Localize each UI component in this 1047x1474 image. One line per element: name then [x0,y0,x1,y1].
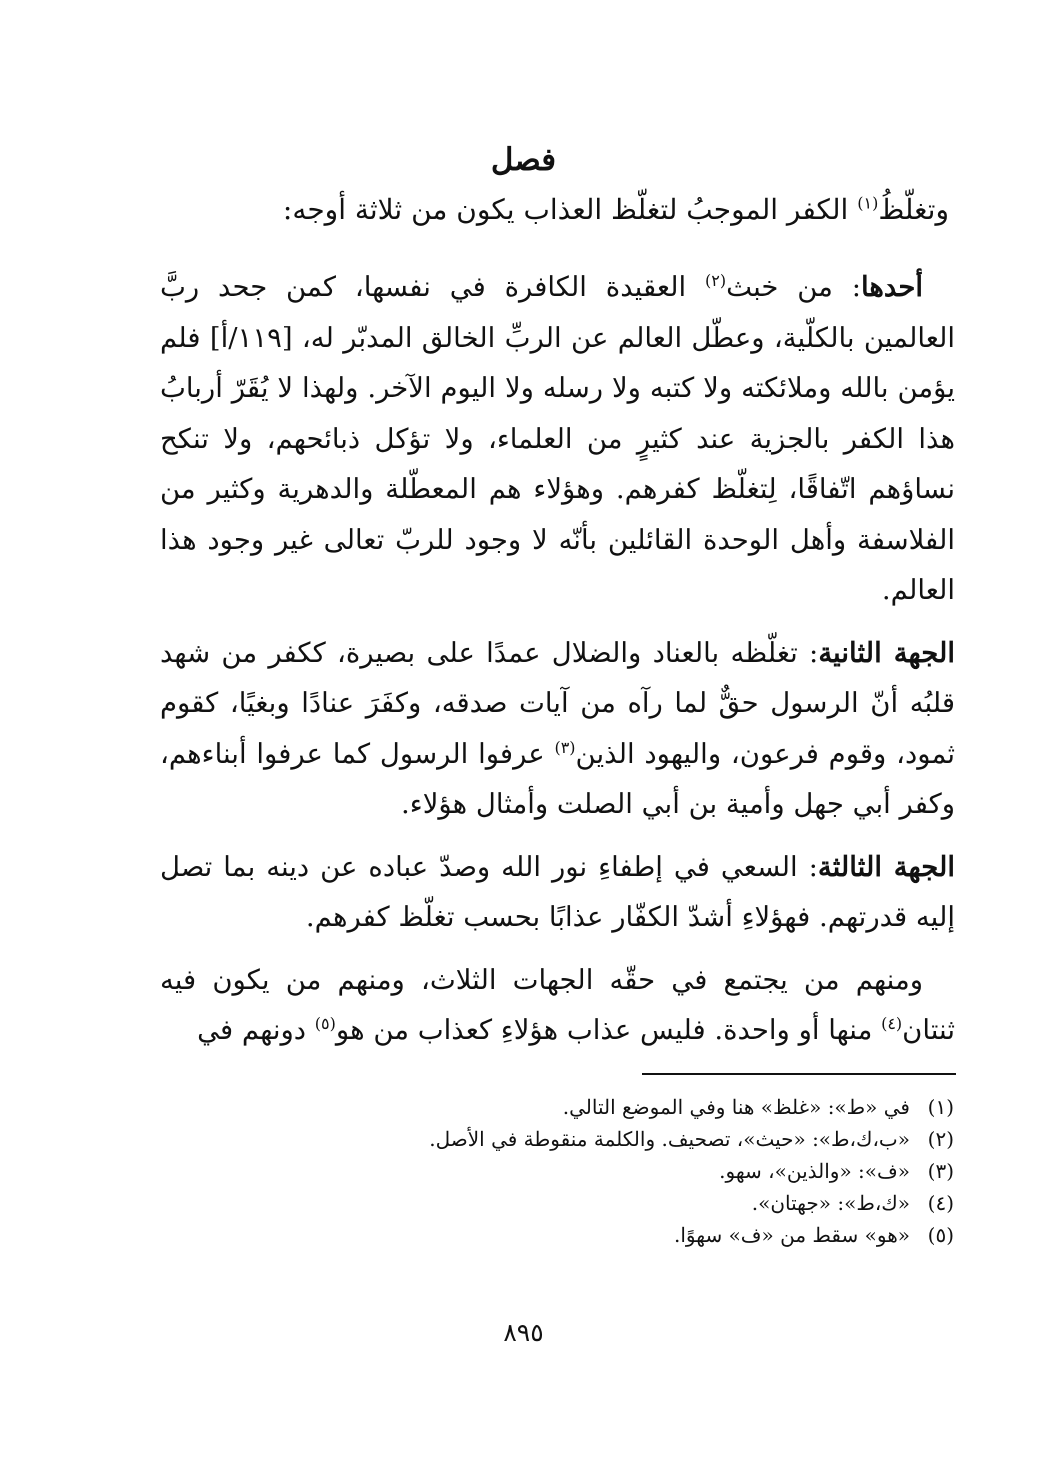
footnote-3 [154,1157,954,1186]
section-heading: فصل [490,142,557,178]
intro-text-start: وتغلّظُ [878,193,949,226]
footnotes [154,1093,954,1253]
intro-line [99,188,949,232]
paragraph-first-aspect [160,262,955,616]
paragraph-text: دونهم في [197,1014,315,1046]
footnote-number: (٣) [927,1159,954,1183]
footnote-number: (٤) [927,1191,954,1215]
paragraph-text: منها أو واحدة. فليس عذاب هؤلاءِ كعذاب من هو [335,1014,882,1046]
footnote-number: (٥) [927,1223,954,1247]
intro-text-end: الكفر الموجبُ لتغلّظ العذاب يكون من ثلاثة أوجه: [282,193,858,226]
footnote-text: «هو» سقط من «ف» سهوًا. [673,1223,910,1247]
footnote-ref-5: (٥) [314,1013,336,1033]
page-number: ٨٩٥ [503,1318,544,1347]
footnote-1 [154,1093,954,1122]
paragraph-text: عرفوا الرسول كما عرفوا أبناءهم، وكفر أبي جهل وأمية بن أبي الصلت وأمثال هؤلاء. [160,737,955,820]
paragraph-text: : من خبث [726,271,862,303]
paragraph-lead: أحدها [861,271,923,303]
footnote-5 [154,1221,954,1250]
footnote-2 [154,1125,954,1154]
body-text [160,262,955,1068]
paragraph-third-aspect [160,842,955,943]
footnote-number: (٢) [927,1127,954,1151]
footnote-text: «ك،ط»: «جهتان». [751,1191,910,1215]
footnote-text: «ف»: «والذين»، سهو. [719,1159,910,1183]
paragraph-lead: الجهة الثانية [818,636,955,669]
footnote-ref-4: (٤) [881,1013,903,1033]
footnote-divider [642,1073,956,1075]
footnote-ref-2: (٢) [705,270,727,290]
paragraph-text: العقيدة الكافرة في نفسها، كمن جحد ربَّ العالمين بالكلّية، وعطّل العالم عن الربِّ الخالق المدبّر له، [١١٩/أ] فلم يؤمن بالله وملائكته ولا كتبه ولا رسله ولا اليوم الآخر. ولهذا لا يُقَرّ أربابُ هذا الكفر بالجزية عند كثيرٍ من العلماء، ولا تؤكل ذبائحهم، ولا تنكح نساؤهم اتّفاقًا، لِتغلّظ كفرهم. وهؤلاء هم المعطّلة والدهرية وكثير من الفلاسفة وأهل الوحدة القائلين بأنّه لا وجود للربّ تعالى غير وجود هذا العالم. [160,271,955,606]
footnote-4 [154,1189,954,1218]
footnote-text: «ب،ك،ط»: «حيث»، تصحيف. والكلمة منقوطة في الأصل. [429,1127,910,1151]
footnote-text: في «ط»: «غلظ» هنا وفي الموضع التالي. [562,1095,910,1119]
paragraph-lead: الجهة الثالثة [817,850,955,883]
paragraph-text: : تغلّظه بالعناد والضلال عمدًا على بصيرة، ككفر من شهد قلبُه أنّ الرسول حقٌّ لما رآه من آيات صدقه، وكفَرَ عنادًا وبغيًا، كقوم ثمود، وقوم فرعون، واليهود الذين [160,636,955,770]
footnote-ref-1: (١) [857,193,879,213]
paragraph-second-aspect [160,628,955,830]
paragraph-text: ومنهم من يجتمع في حقّه الجهات الثلاث، ومنهم من يكون فيه ثنتان [160,963,955,1046]
footnote-number: (١) [927,1095,954,1119]
paragraph-closing [160,955,955,1056]
paragraph-text: : السعي في إطفاءِ نور الله وصدّ عباده عن دينه بما تصل إليه قدرتهم. فهؤلاءِ أشدّ الكفّار عذابًا بحسب تغلّظ كفرهم. [160,850,955,933]
footnote-ref-3: (٣) [554,737,576,757]
